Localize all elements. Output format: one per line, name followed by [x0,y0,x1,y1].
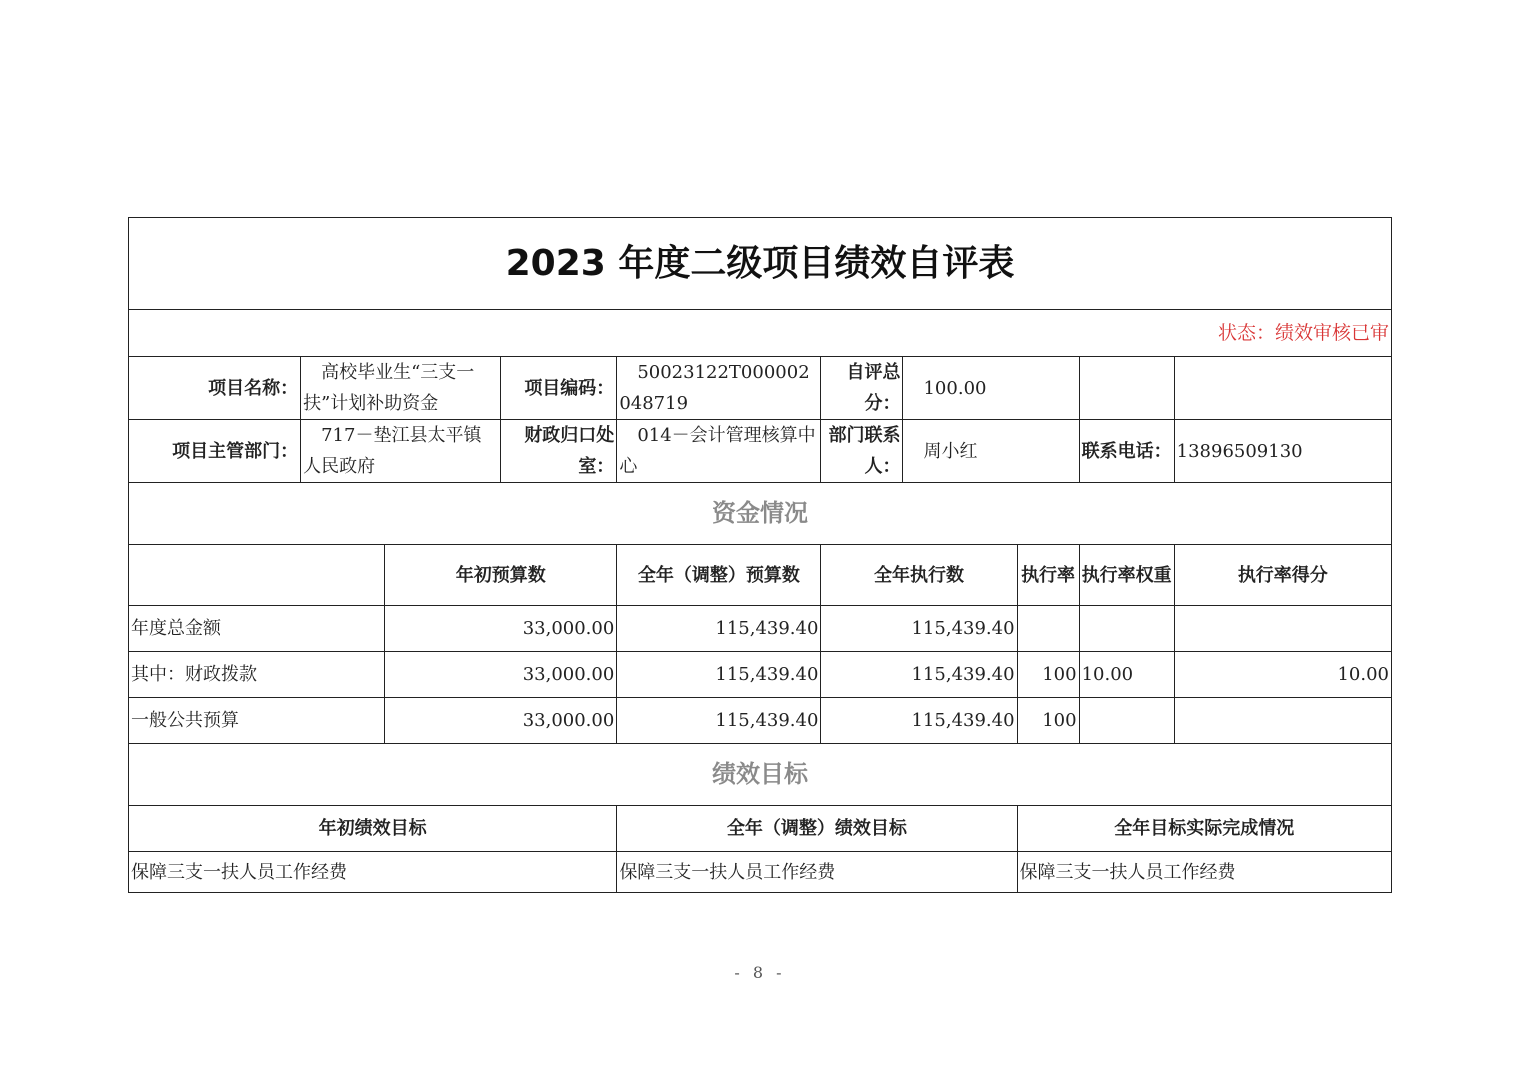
funds-header-cell: 执行率权重 [1079,545,1174,606]
self-score-value: 100.00 [903,357,1079,420]
funds-rate-weight [1079,698,1174,744]
funds-section-title: 资金情况 [129,483,1392,545]
dept-label: 项目主管部门： [129,420,301,483]
page-number: - 8 - [734,963,786,982]
funds-header-cell: 执行率得分 [1174,545,1391,606]
contact-label: 部门联系人： [821,420,903,483]
funds-header-row [129,545,1392,606]
funds-row-label: 其中：财政拨款 [129,652,385,698]
evaluation-form [128,217,1392,901]
funds-executed: 115,439.40 [821,606,1017,652]
goal-initial: 保障三支一扶人员工作经费 [129,852,617,893]
funds-row-label: 一般公共预算 [129,698,385,744]
contact-value: 周小红 [903,420,1079,483]
goal-actual: 保障三支一扶人员工作经费 [1017,852,1391,893]
goals-row [129,852,1392,893]
finance-office-value: 014－会计管理核算中心 [617,420,821,483]
form-title: 2023 年度二级项目绩效自评表 [129,218,1392,310]
evaluation-table [128,217,1392,893]
dept-value: 717－垫江县太平镇人民政府 [301,420,501,483]
goals-section-title: 绩效目标 [129,744,1392,806]
project-code-label: 项目编码： [501,357,617,420]
funds-row [129,652,1392,698]
funds-adjusted-budget: 115,439.40 [617,652,821,698]
project-name-label: 项目名称： [129,357,301,420]
phone-value: 13896509130 [1174,420,1391,483]
funds-header-cell: 全年执行数 [821,545,1017,606]
project-code-value: 50023122T000002048719 [617,357,821,420]
funds-row [129,698,1392,744]
project-info-row-2 [129,420,1392,483]
goals-header-cell: 全年（调整）绩效目标 [617,806,1017,852]
funds-row-label: 年度总金额 [129,606,385,652]
self-score-label: 自评总分： [821,357,903,420]
funds-header-cell: 全年（调整）预算数 [617,545,821,606]
funds-adjusted-budget: 115,439.40 [617,698,821,744]
funds-rate-weight [1079,606,1174,652]
funds-exec-rate: 100 [1017,652,1079,698]
funds-rate-score [1174,606,1391,652]
project-name-value: 高校毕业生“三支一扶”计划补助资金 [301,357,501,420]
goals-header-row [129,806,1392,852]
status-text: 状态：绩效审核已审 [129,310,1392,357]
funds-rate-weight: 10.00 [1079,652,1174,698]
phone-label: 联系电话： [1079,420,1174,483]
funds-initial-budget: 33,000.00 [385,606,617,652]
funds-exec-rate [1017,606,1079,652]
goals-header-cell: 年初绩效目标 [129,806,617,852]
funds-exec-rate: 100 [1017,698,1079,744]
funds-header-cell [129,545,385,606]
funds-header-cell: 执行率 [1017,545,1079,606]
finance-office-label: 财政归口处室： [501,420,617,483]
funds-row [129,606,1392,652]
funds-initial-budget: 33,000.00 [385,652,617,698]
project-info-row-1 [129,357,1392,420]
goals-header-cell: 全年目标实际完成情况 [1017,806,1391,852]
empty-cell [1174,357,1391,420]
funds-executed: 115,439.40 [821,652,1017,698]
goal-adjusted: 保障三支一扶人员工作经费 [617,852,1017,893]
funds-executed: 115,439.40 [821,698,1017,744]
funds-header-cell: 年初预算数 [385,545,617,606]
empty-cell [1079,357,1174,420]
funds-initial-budget: 33,000.00 [385,698,617,744]
funds-rate-score: 10.00 [1174,652,1391,698]
funds-rate-score [1174,698,1391,744]
funds-adjusted-budget: 115,439.40 [617,606,821,652]
